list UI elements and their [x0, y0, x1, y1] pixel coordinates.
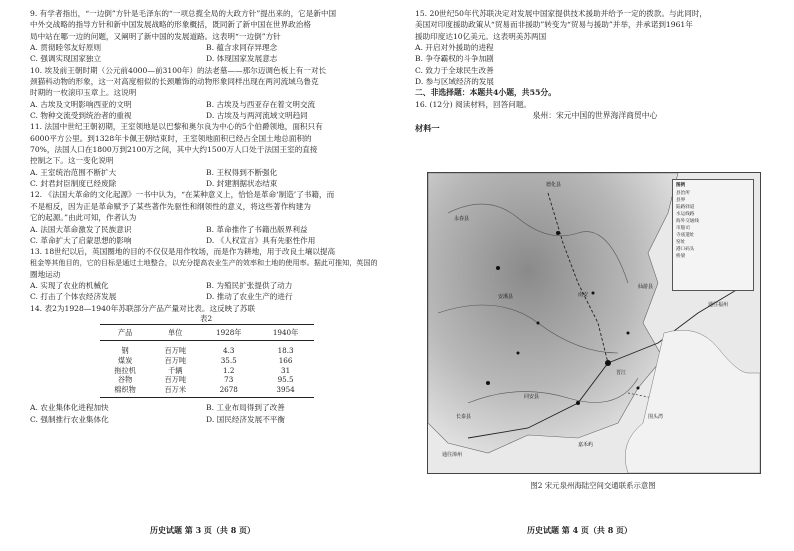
right-page [397, 0, 794, 551]
table-row [100, 375, 314, 385]
q9-option-c: C. 强调实现国家独立 [30, 54, 102, 64]
table-cell: 1.2 [223, 365, 235, 375]
q11-option-a: A. 王室统治范围不断扩大 [30, 167, 117, 177]
map-label-nanan: 南安 [578, 292, 589, 298]
q13-option-b: B. 为殖民扩张提供了动力 [206, 281, 293, 291]
table-cell: 35.5 [220, 355, 237, 365]
legend-item: 寺庙遗址 [676, 233, 695, 238]
q9-option-b: B. 蕴含求同存异理念 [206, 43, 278, 53]
q15-options [415, 42, 775, 87]
legend-item: 海外交通线 [676, 219, 699, 224]
right-column [415, 8, 775, 134]
q13-stem: 13. 18世纪以后，英国圈地的目的不仅仅是用作牧场，而是作为耕地，用于改良土壤以提高 租金等其他目的，它的目标是通过土地整合，以充分提高农业生产的效率和土地的使用率。据此可推知，英国的 圈地运动 [30, 246, 378, 279]
question-10 [30, 65, 382, 122]
map-label-weitou: 围头湾 [648, 414, 664, 420]
q11-option-c: C. 封君封臣制度已经废除 [30, 179, 117, 189]
table-row [100, 356, 314, 366]
table-cell: 2678 [200, 385, 257, 398]
left-page-footer: 历史试题 第 3 页（共 8 页） [150, 525, 256, 535]
q12-option-d: D. 《人权宣言》具有先驱性作用 [206, 235, 316, 245]
table-cell: 百万吨 [164, 375, 187, 385]
q10-option-c: C. 物种交流受到统治者的重视 [30, 111, 132, 121]
q9-option-d: D. 体现国家发展意志 [206, 54, 278, 64]
section-title: 二、非选择题：本题共4小题，共55分。 [415, 88, 557, 98]
map-label-north: 德化县 [546, 182, 562, 188]
map-label-yongchun: 永春县 [454, 216, 470, 222]
table-header: 单位 [150, 324, 200, 340]
table-cell: 拖拉机 [114, 365, 136, 375]
question-16: 16. (12分) 阅读材料，回答问题。 [415, 100, 532, 110]
q10-options [30, 99, 382, 121]
table-cell: 百万吨 [164, 346, 187, 356]
table-cell: 百万吨 [164, 355, 187, 365]
material-label: 材料一 [415, 123, 440, 134]
q13-option-c: C. 打击了个体农经济发展 [30, 292, 117, 302]
q13-option-d: D. 推动了农业生产的进行 [206, 292, 293, 302]
q14-option-b: B. 工业布局得到了改善 [206, 403, 285, 413]
table-header-row [100, 324, 314, 340]
table-cell: 3954 [257, 385, 314, 398]
table-header: 产品 [100, 324, 150, 340]
legend-item: 桥梁 [676, 254, 686, 259]
legend-item: 县界 [676, 198, 686, 203]
table-row [100, 341, 314, 356]
q9-stem: 9. 有学者指出，“一边倒”方针是毛泽东的“一项总揽全局的大政方针”提出来的，它是新中国 中外交战略的指导方针和新中国发展战略的形象概括，既同新了新中国在世界政治格 局中站在哪一边的问题，又阐明了新中国的发展道路。这表明“一边倒”方针 [30, 9, 337, 41]
question-11 [30, 121, 382, 189]
question-14 [30, 303, 382, 425]
map-label-changtai: 长泰县 [456, 414, 472, 420]
q15-option-d: D. 参与区域经济的发展 [415, 76, 494, 86]
legend-item: 县治所 [676, 191, 690, 196]
question-9 [30, 8, 382, 65]
map-label-jinjiang: 晋江 [616, 370, 627, 376]
q14-stem: 14. 表2为1928—1940年苏联部分产品产量对比表。这反映了苏联 [30, 303, 256, 313]
q14-options [30, 402, 382, 424]
table-cell: 4.3 [223, 346, 235, 356]
production-table [100, 324, 314, 398]
legend-item: 水运线路 [676, 212, 695, 217]
q12-option-b: B. 革命推作了书籍出版界利益 [206, 224, 308, 234]
q12-options [30, 224, 382, 246]
q12-option-a: A. 法国大革命激发了民族意识 [30, 224, 132, 234]
map-label-zhangzhou: 通往漳州 [442, 452, 463, 458]
quanzhou-map [427, 172, 761, 474]
table-cell: 煤炭 [117, 355, 133, 365]
table-cell: 31 [281, 365, 291, 375]
q10-option-b: B. 古埃及与西亚存在着文明交流 [206, 99, 316, 109]
legend-item: 港口码头 [676, 247, 695, 252]
q15-stem: 15. 20世纪50年代苏联决定对发展中国家提供技术援助并给予一定的拨款。与此同时， 美国对印度援助政策从“贸易而非援助”转变为“贸易与援助”并举，并承诺到1961年 援助印度达10亿美元。这表明美苏两国 [415, 9, 707, 41]
map-label-xianyou: 仙游县 [638, 284, 654, 290]
q11-option-d: D. 封建割据状态结束 [206, 179, 278, 189]
q13-option-a: A. 实现了农业的机械化 [30, 281, 109, 291]
q10-option-d: D. 古埃及与两河流域文明趋同 [206, 111, 308, 121]
legend-title: 图例 [676, 183, 686, 188]
question-13 [30, 246, 382, 303]
q14-option-c: C. 强制推行农业集体化 [30, 414, 109, 424]
legend-item: 市舶司 [676, 226, 690, 231]
q11-options [30, 167, 382, 189]
q14-option-a: A. 农业集体化进程加快 [30, 403, 109, 413]
map-label-tongan: 同安县 [524, 394, 540, 400]
table-header: 1940年 [257, 324, 314, 340]
q15-option-b: B. 争夺霸权的斗争加剧 [415, 54, 494, 64]
legend-item: 窑址 [676, 240, 686, 245]
q11-option-b: B. 王权得到不断强化 [206, 167, 278, 177]
q12-option-c: C. 革命扩大了启蒙思想的影响 [30, 235, 132, 245]
q12-stem: 12. 《法国大革命的文化起源》一书中认为，“在某种意义上，恰恰是革命‘制造’了书籍，而 不是相反，因为正是革命赋予了某些著作先驱性和纲领性的意义，将这些著作构建为 它的起源。”由此可知，作者认为 [30, 190, 335, 223]
table-cell: 73 [224, 375, 234, 385]
table-row [100, 385, 314, 398]
q10-option-a: A. 古埃及文明影响西亚的文明 [30, 99, 132, 109]
q9-option-a: A. 贯彻睦邻友好原则 [30, 43, 102, 53]
left-column [30, 8, 382, 425]
right-page-footer: 历史试题 第 4 页（共 8 页） [527, 525, 633, 535]
table-cell: 百万米 [150, 385, 200, 398]
q15-option-c: C. 致力于全球民生改善 [415, 65, 494, 75]
table-row [100, 366, 314, 376]
question-12 [30, 189, 382, 246]
table-cell: 95.5 [277, 375, 294, 385]
table-header: 1928年 [200, 324, 257, 340]
table-cell: 谷物 [117, 375, 133, 385]
map-label-xiamen: 嘉禾屿 [578, 442, 594, 448]
q9-options [30, 42, 382, 64]
q10-stem: 10. 埃及前王朝时期（公元前4000—前3100年）的法老墓——那尔迈调色板上有一对长 颈猫科动物的形象，这一对高度相似的长颈雕饰的动物形象同样出现在两河流域乌鲁克 时期的一枚滚印玉章上。这说明 [30, 65, 327, 98]
figure-caption: 图2 宋元泉州海陆空间交通联系示意图 [530, 481, 656, 490]
table-cell: 棉织物 [100, 385, 150, 398]
table-cell: 166 [278, 355, 293, 365]
question-15 [415, 8, 775, 87]
map-label-port: 通往福州 [708, 302, 729, 308]
map-legend [672, 179, 754, 291]
material-heading: 泉州：宋元中国的世界海洋商贸中心 [532, 111, 658, 121]
table-cell: 钢 [121, 346, 129, 356]
q11-stem: 11. 法国中世纪王朝初期，王室领地是以巴黎和奥尔良为中心的5个伯爵领地，面积只有 6000平方公里。到1328年卡佩王朝结束时，王室领地面积已经占全国土地总面积的 70%，法国人口在1800万到2100万之间，其中大约1500万人口处于法国王室的直接 控制之下。这一变化说明 [30, 122, 323, 166]
map-label-anxi: 安溪县 [498, 294, 514, 300]
q14-option-d: D. 国民经济发展不平衡 [206, 414, 285, 424]
q13-options [30, 280, 382, 302]
table-cell: 18.3 [277, 346, 294, 356]
q15-option-a: A. 开启对外援助的进程 [415, 43, 494, 53]
legend-item: 陆路驿道 [676, 205, 695, 210]
table-caption: 表2 [199, 313, 213, 323]
table-cell: 千辆 [168, 365, 183, 375]
